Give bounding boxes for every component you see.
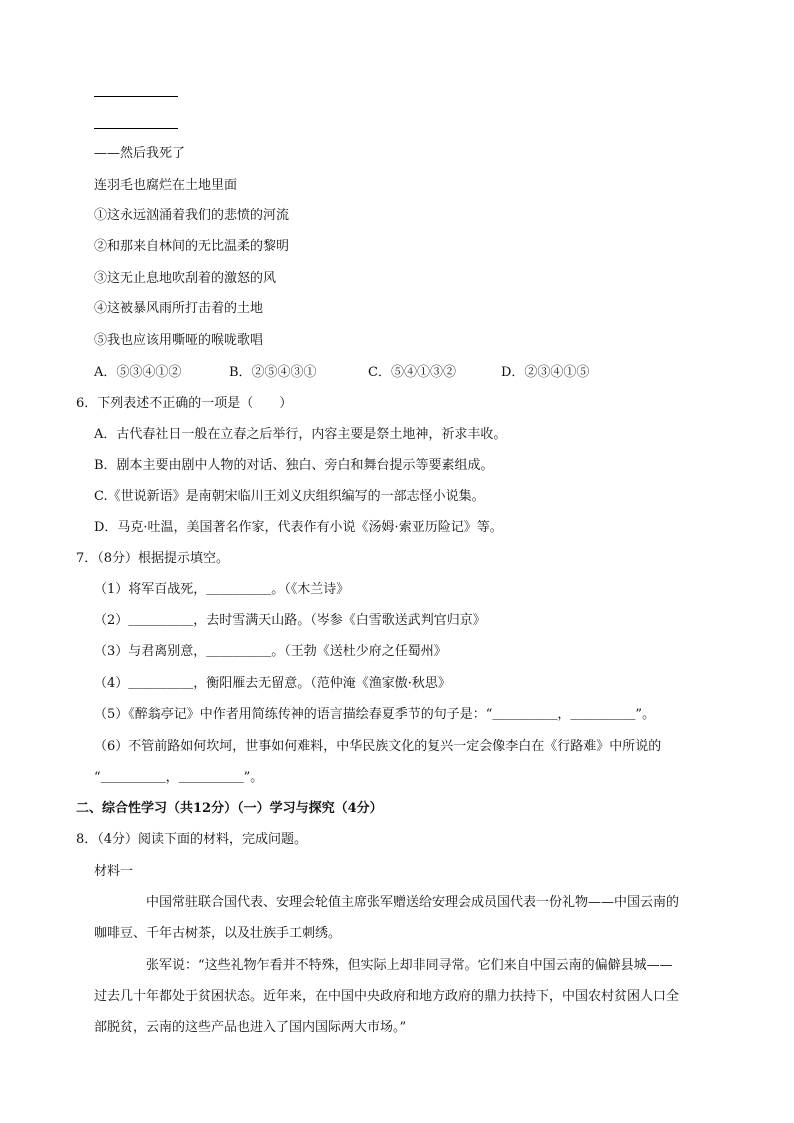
poem-line-then-died: ——然后我死了	[94, 146, 186, 161]
q6-option-a: A．古代春社日一般在立春之后举行，内容主要是祭土地神，祈求丰收。	[94, 427, 507, 442]
answer-blank-line-1	[94, 96, 178, 97]
q5-option-b: B．②⑤④③①	[229, 365, 317, 380]
q7-stem: 7．（8分）根据提示填空。	[76, 551, 230, 566]
q5-option-d: D．②③④①⑤	[501, 365, 590, 380]
q7-item-4: （4）＿＿＿＿＿，衡阳雁去无留意。（范仲淹《渔家傲·秋思》	[94, 676, 451, 691]
poem-item-5: ⑤我也应该用嘶哑的喉咙歌唱	[94, 333, 264, 348]
q7-item-6: （6）不管前路如何坎坷，世事如何难料，中华民族文化的复兴一定会像李白在《行路难》中所说的	[94, 739, 662, 754]
q5-option-c: C．⑤④①③②	[368, 365, 456, 380]
poem-item-4: ④这被暴风雨所打击着的土地	[94, 301, 264, 316]
q6-option-b: B．剧本主要由剧中人物的对话、独白、旁白和舞台提示等要素组成。	[94, 458, 494, 473]
q7-item-1: （1）将军百战死，＿＿＿＿＿。（《木兰诗》	[94, 582, 350, 597]
material-1-para2-line2: 过去几十年都处于贫困状态。近年来，在中国中央政府和地方政府的鼎力扶持下，中国农村贫困人口全	[94, 989, 680, 1004]
answer-blank-line-2	[94, 128, 178, 129]
poem-item-1: ①这永远汹涌着我们的悲愤的河流	[94, 208, 290, 223]
section-2-heading: 二、综合性学习（共12分）（一）学习与探究（4分）	[76, 801, 383, 816]
q7-item-2: （2）＿＿＿＿＿，去时雪满天山路。（岑参《白雪歌送武判官归京》	[94, 613, 486, 628]
material-1-para1-line2: 咖啡豆、千年古树茶，以及壮族手工刺绣。	[94, 926, 342, 941]
q7-item-6-continued: “＿＿＿＿＿，＿＿＿＿＿”。	[94, 770, 264, 785]
poem-item-3: ③这无止息地吹刮着的激怒的风	[94, 271, 277, 286]
q6-stem: 6．下列表述不正确的一项是（ ）	[76, 396, 293, 411]
q5-option-a: A．⑤③④①②	[94, 365, 182, 380]
q6-option-c: C.《世说新语》是南朝宋临川王刘义庆组织编写的一部志怪小说集。	[94, 489, 485, 504]
poem-item-2: ②和那来自林间的无比温柔的黎明	[94, 239, 290, 254]
material-1-para2-line1: 张军说：“这些礼物乍看并不特殊，但实际上却非同寻常。它们来自中国云南的偏僻县城——	[146, 958, 673, 973]
poem-line-feathers: 连羽毛也腐烂在土地里面	[94, 178, 238, 193]
material-1-para1-line1: 中国常驻联合国代表、安理会轮值主席张军赠送给安理会成员国代表一份礼物——中国云南的	[146, 895, 680, 910]
material-1-label: 材料一	[94, 864, 134, 879]
q7-item-5: （5）《醉翁亭记》中作者用简练传神的语言描绘春夏季节的句子是：“＿＿＿＿＿，＿＿＿＿＿”。	[94, 707, 656, 722]
q6-option-d: D．马克·吐温，美国著名作家，代表作有小说《汤姆·索亚历险记》等。	[94, 520, 503, 535]
material-1-para2-line3: 部脱贫，云南的这些产品也进入了国内国际两大市场。”	[94, 1020, 407, 1035]
q7-item-3: （3）与君离别意，＿＿＿＿＿。（王勃《送杜少府之任蜀州》	[94, 644, 447, 659]
q8-stem: 8．（4分）阅读下面的材料，完成问题。	[76, 832, 308, 847]
